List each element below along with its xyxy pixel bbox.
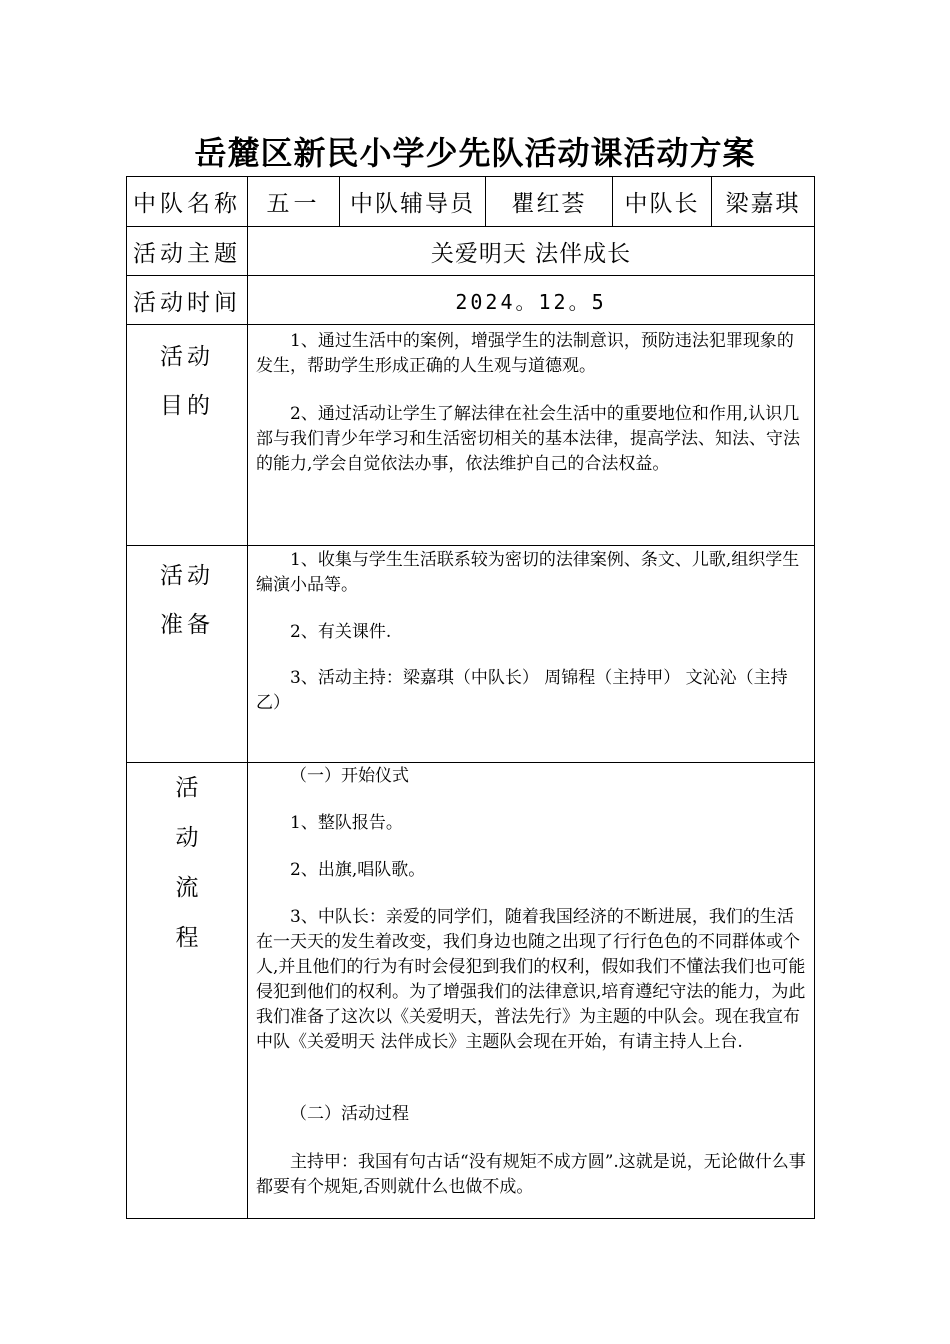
process-paragraph: 2、出旗,唱队歌。: [290, 860, 426, 880]
time-label: 活动时间: [133, 289, 241, 316]
theme-value: 关爱明天 法伴成长: [430, 240, 632, 267]
time-value: 2024。12。5: [455, 289, 607, 314]
theme-label: 活动主题: [133, 240, 241, 267]
purpose-label-line2: 目的: [160, 393, 214, 419]
process-paragraph: 3、中队长：亲爱的同学们，随着我国经济的不断进展，我们的生活在一天天的发生着改变，我们身边也随之出现了行行色色的不同群体或个人,并且他们的行为有时会侵犯到我们的权利，假如我们不懂法我们也可能侵犯到他们的权利。为了增强我们的法律意识,培育遵纪守法的能力，为此我们准备了这次以《关爱明天，普法先行》为主题的中队会。现在我宣布中队《关爱明天 法伴成长》主题队会现在开始，有请主持人上台.: [256, 907, 806, 1052]
process-label-char: 活: [175, 775, 199, 801]
squad-name-value: 五一: [266, 191, 321, 217]
purpose-paragraph: 1、通过生活中的案例，增强学生的法制意识，预防违法犯罪现象的发生，帮助学生形成正确的人生观与道德观。: [256, 331, 794, 376]
preparation-paragraph: 3、活动主持：梁嘉琪（中队长） 周锦程（主持甲） 文沁沁（主持乙）: [256, 668, 788, 713]
process-label-char: 程: [175, 925, 199, 951]
purpose-label: [127, 338, 247, 420]
process-paragraph: （一）开始仪式: [290, 766, 409, 786]
process-paragraph: 1、整队报告。: [290, 813, 403, 833]
process-paragraph: 主持甲：我国有句古话“没有规矩不成方圆”.这就是说，无论做什么事都要有个规矩,否则就什么也做不成。: [256, 1152, 806, 1197]
preparation-paragraph: 1、收集与学生生活联系较为密切的法律案例、条文、儿歌,组织学生编演小品等。: [256, 550, 800, 595]
process-label: [127, 773, 247, 973]
process-label-char: 流: [175, 875, 199, 901]
preparation-label-line2: 准备: [160, 612, 214, 638]
counselor-value: 瞿红荟: [511, 191, 587, 217]
preparation-label: [127, 557, 247, 639]
process-paragraph: （二）活动过程: [290, 1104, 409, 1124]
preparation-label-line1: 活动: [160, 563, 214, 589]
document-title: 岳麓区新民小学少先队活动课活动方案: [194, 134, 756, 172]
counselor-label: 中队辅导员: [350, 191, 475, 217]
process-label-char: 动: [175, 825, 199, 851]
purpose-label-line1: 活动: [160, 344, 214, 370]
squad-name-label: 中队名称: [133, 191, 241, 217]
preparation-paragraph: 2、有关课件.: [290, 622, 392, 642]
purpose-paragraph: 2、通过活动让学生了解法律在社会生活中的重要地位和作用,认识几部与我们青少年学习和生活密切相关的基本法律，提高学法、知法、守法的能力,学会自觉依法办事，依法维护自己的合法权益。: [256, 404, 800, 474]
captain-label: 中队长: [624, 191, 700, 217]
captain-value: 梁嘉琪: [725, 191, 801, 217]
